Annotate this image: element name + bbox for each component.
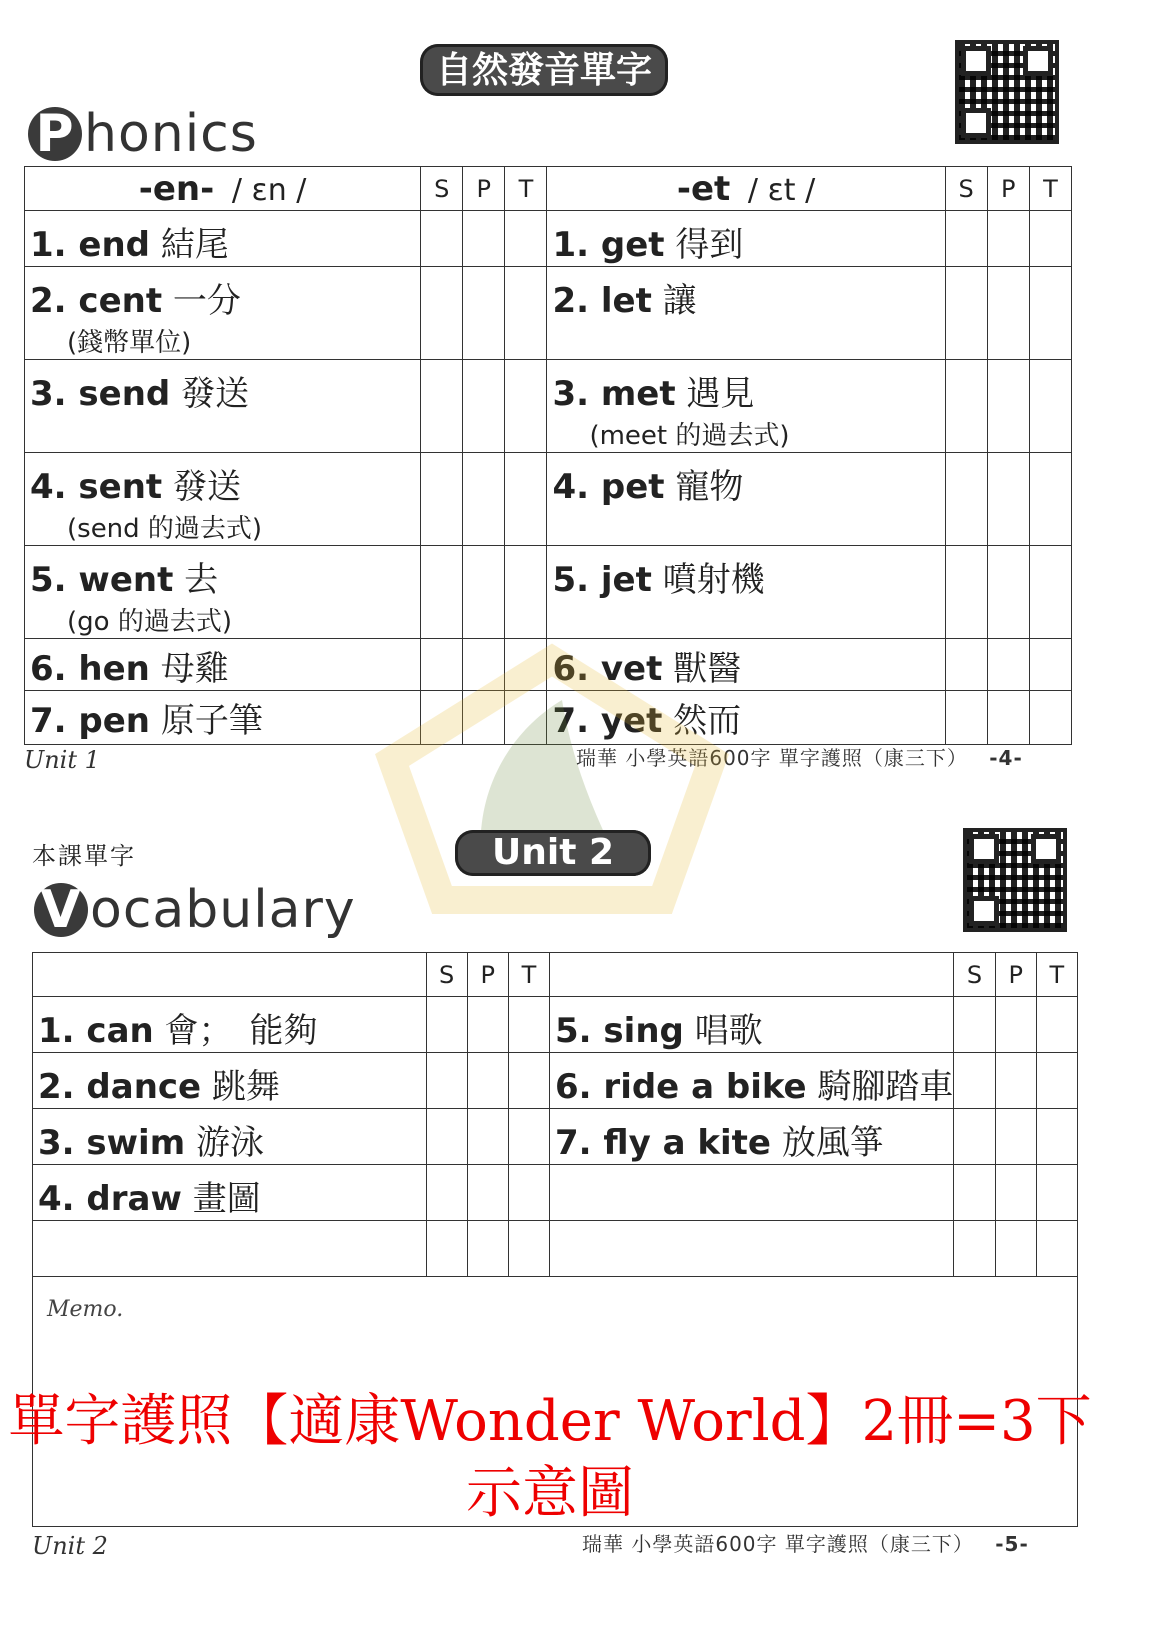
table-row: 7. pen 原子筆 7. yet 然而 — [25, 691, 1072, 745]
lesson-label: 本課單字 — [32, 842, 136, 870]
footer-bottom: 瑞華 小學英語600字 單字護照（康三下） -5- — [582, 1532, 1029, 1556]
table-row: 6. hen 母雞 6. vet 獸醫 — [25, 639, 1072, 691]
watermark-logo-icon — [362, 640, 742, 920]
vocabulary-heading: V ocabulary — [34, 880, 356, 940]
qr-code-bottom[interactable] — [963, 828, 1067, 932]
header-et: -et / ɛt / — [547, 167, 945, 211]
table-row: 2. cent 一分 (錢幣單位) 2. let 讓 — [25, 267, 1072, 360]
phonics-heading: P honics — [28, 104, 258, 164]
unit-label-top: Unit 1 — [24, 746, 100, 774]
unit-label-bottom: Unit 2 — [32, 1532, 108, 1560]
table-row — [33, 1221, 1078, 1277]
watermark-caption: 單字護照【適康Wonder World】2冊=3下 示意圖 — [8, 1389, 1092, 1526]
memo-label: Memo. — [47, 1297, 124, 1322]
table-row: 3. swim 游泳 7. fly a kite 放風箏 — [33, 1109, 1078, 1165]
table-row: 4. sent 發送 (send 的過去式) 4. pet 寵物 — [25, 453, 1072, 546]
phonics-table: -en- / ɛn / S P T -et / ɛt / S P T 1. end 結尾 1. get 得到 2. cent 一分 (錢幣單位) 2. let 讓 3. send 發送 3. met 遇見 (meet 的過去式) 4. sent 發送 (send 的過去式) 4. pet 寵物 5. went 去 (go 的過去式) 5. jet 噴射機 6. hen 母雞 6. vet 獸醫 7. pen 原子筆 7. yet 然而 — [24, 166, 1072, 745]
table-row: 2. dance 跳舞 6. ride a bike 騎腳踏車 — [33, 1053, 1078, 1109]
table-row: 5. went 去 (go 的過去式) 5. jet 噴射機 — [25, 546, 1072, 639]
table-row: 4. draw 畫圖 — [33, 1165, 1078, 1221]
heading-cap: V — [34, 883, 88, 937]
header-en: -en- / ɛn / — [25, 167, 421, 211]
table-row: 1. end 結尾 1. get 得到 — [25, 211, 1072, 267]
heading-cap: P — [28, 107, 82, 161]
unit-badge: Unit 2 — [455, 830, 651, 876]
qr-code-top[interactable] — [955, 40, 1059, 144]
table-row: 3. send 發送 3. met 遇見 (meet 的過去式) — [25, 360, 1072, 453]
phonics-badge: 自然發音單字 — [420, 44, 668, 96]
vocabulary-table: S P T S P T 1. can 會； 能夠 5. sing 唱歌 2. dance 跳舞 6. ride a bike 騎腳踏車 3. swim 游泳 7. fly a kite 放風箏 4. draw 畫圖 Memo. — [32, 952, 1078, 1527]
table-row: 1. can 會； 能夠 5. sing 唱歌 — [33, 997, 1078, 1053]
footer-top: 瑞華 小學英語600字 單字護照（康三下） -4- — [576, 746, 1023, 770]
